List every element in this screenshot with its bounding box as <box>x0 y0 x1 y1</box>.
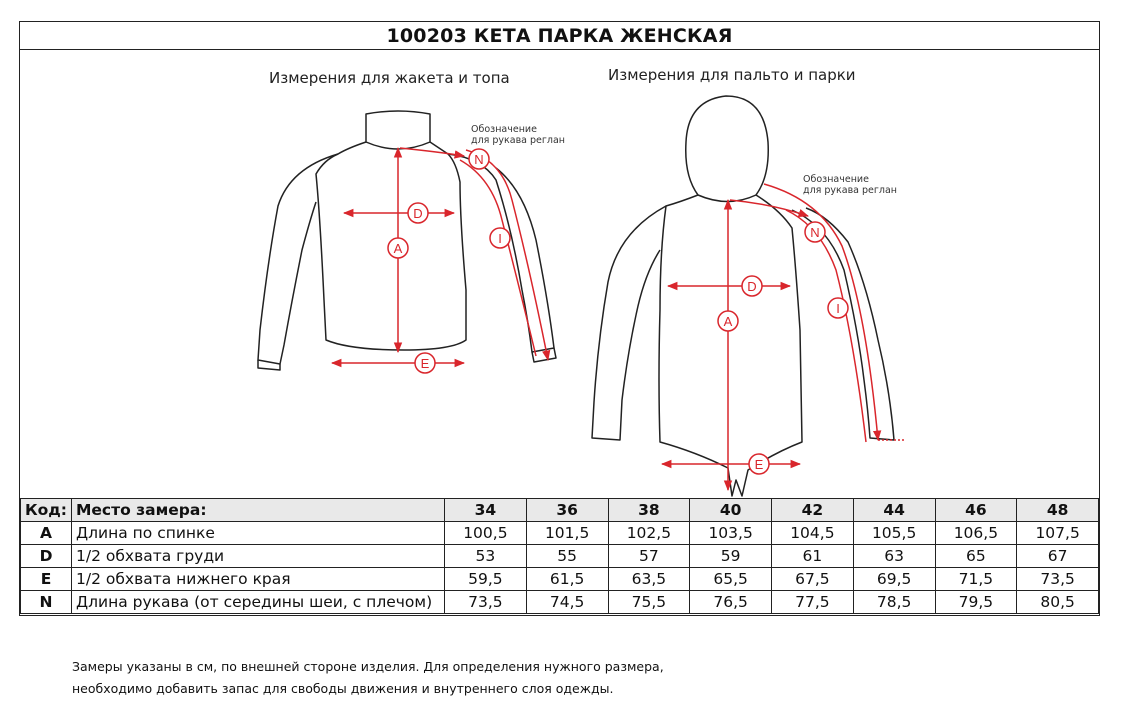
parka-caption: Измерения для пальто и парки <box>608 66 856 84</box>
parka-outline <box>592 96 894 496</box>
row-value: 65 <box>935 545 1017 568</box>
svg-text:N: N <box>810 225 820 240</box>
row-code: N <box>21 591 72 614</box>
raglan-note-jacket: Обозначение для рукава реглан <box>471 124 565 146</box>
svg-text:A: A <box>393 241 403 256</box>
row-place: Длина по спинке <box>72 522 445 545</box>
row-value: 65,5 <box>690 568 772 591</box>
jacket-outline <box>258 111 556 370</box>
row-value: 61,5 <box>526 568 608 591</box>
row-value: 103,5 <box>690 522 772 545</box>
svg-text:N: N <box>474 152 484 167</box>
garment-diagrams <box>20 50 1099 516</box>
raglan-note-parka: Обозначение для рукава реглан <box>803 174 897 196</box>
size-table-header <box>21 499 1099 522</box>
row-value: 77,5 <box>772 591 854 614</box>
row-value: 79,5 <box>935 591 1017 614</box>
row-value: 73,5 <box>1017 568 1099 591</box>
size-header: 46 <box>935 499 1017 522</box>
svg-text:E: E <box>420 356 430 371</box>
row-value: 104,5 <box>772 522 854 545</box>
row-value: 100,5 <box>445 522 527 545</box>
jacket-measure-letters <box>394 152 502 371</box>
row-value: 80,5 <box>1017 591 1099 614</box>
row-value: 71,5 <box>935 568 1017 591</box>
footer-line-1: Замеры указаны в см, по внешней стороне изделия. Для определения нужного размера, <box>72 659 664 674</box>
row-value: 78,5 <box>853 591 935 614</box>
row-place: 1/2 обхвата нижнего края <box>72 568 445 591</box>
jacket-measure-markers <box>388 149 510 373</box>
table-row <box>21 568 1099 591</box>
size-header: 40 <box>690 499 772 522</box>
jacket-caption: Измерения для жакета и топа <box>269 69 510 87</box>
row-value: 106,5 <box>935 522 1017 545</box>
svg-text:A: A <box>723 314 733 329</box>
parka-measure-markers <box>718 222 848 474</box>
row-value: 107,5 <box>1017 522 1099 545</box>
code-header: Код: <box>21 499 72 522</box>
parka-measure-letters <box>724 225 840 472</box>
size-header: 34 <box>445 499 527 522</box>
size-table <box>20 498 1099 614</box>
row-value: 59,5 <box>445 568 527 591</box>
table-row <box>21 591 1099 614</box>
page-title: 100203 КЕТА ПАРКА ЖЕНСКАЯ <box>20 22 1099 50</box>
footer-note <box>72 656 664 700</box>
row-value: 69,5 <box>853 568 935 591</box>
row-value: 57 <box>608 545 690 568</box>
row-value: 75,5 <box>608 591 690 614</box>
size-header: 48 <box>1017 499 1099 522</box>
row-value: 73,5 <box>445 591 527 614</box>
row-value: 55 <box>526 545 608 568</box>
footer-line-2: необходимо добавить запас для свободы движения и внутреннего слоя одежды. <box>72 681 614 696</box>
row-code: A <box>21 522 72 545</box>
size-header: 42 <box>772 499 854 522</box>
table-row <box>21 522 1099 545</box>
svg-text:D: D <box>413 206 423 221</box>
row-place: Длина рукава (от середины шеи, с плечом) <box>72 591 445 614</box>
row-value: 102,5 <box>608 522 690 545</box>
row-value: 63 <box>853 545 935 568</box>
parka-measure-lines <box>662 184 904 490</box>
row-value: 59 <box>690 545 772 568</box>
size-chart-frame <box>19 21 1100 616</box>
measurement-figures <box>20 50 1099 516</box>
svg-text:E: E <box>754 457 764 472</box>
row-value: 67 <box>1017 545 1099 568</box>
size-header: 44 <box>853 499 935 522</box>
size-header: 36 <box>526 499 608 522</box>
row-value: 61 <box>772 545 854 568</box>
row-value: 101,5 <box>526 522 608 545</box>
table-row <box>21 545 1099 568</box>
row-value: 105,5 <box>853 522 935 545</box>
row-value: 53 <box>445 545 527 568</box>
row-value: 67,5 <box>772 568 854 591</box>
row-code: D <box>21 545 72 568</box>
row-value: 76,5 <box>690 591 772 614</box>
row-value: 63,5 <box>608 568 690 591</box>
svg-text:I: I <box>836 301 840 316</box>
size-header: 38 <box>608 499 690 522</box>
row-code: E <box>21 568 72 591</box>
svg-text:D: D <box>747 279 757 294</box>
svg-text:I: I <box>498 231 502 246</box>
place-header: Место замера: <box>72 499 445 522</box>
row-value: 74,5 <box>526 591 608 614</box>
row-place: 1/2 обхвата груди <box>72 545 445 568</box>
